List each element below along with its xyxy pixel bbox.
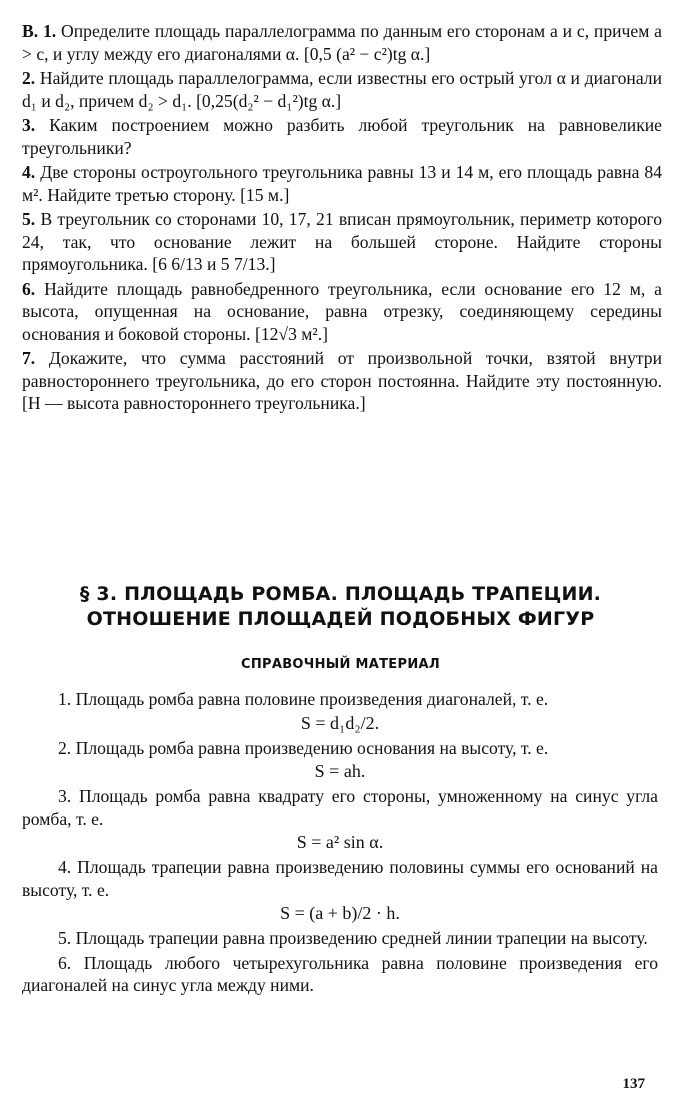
reference-number: 4.	[58, 857, 72, 877]
problem-text: Найдите площадь равнобедренного треугольника, если основание его 12 м, а высота, опущенная на основание, равна отрезку, соединяющему середины основания и боковой стороны.	[22, 278, 662, 344]
reference-number: 1.	[58, 689, 72, 709]
problem-text: Определите площадь параллелограмма по данным его сторонам a и c, причем a > c, и углу между его диагоналями α.	[22, 21, 662, 64]
reference-subheading: СПРАВОЧНЫЙ МАТЕРИАЛ	[241, 657, 440, 672]
problem-section-v	[22, 20, 662, 415]
reference-number: 2.	[58, 737, 72, 758]
problem-number: 4.	[22, 162, 36, 182]
problem-7	[22, 347, 662, 415]
reference-text: Площадь ромба равна квадрату его стороны, умноженному на синус угла ромба, т. е.	[22, 786, 658, 829]
problem-text: Две стороны остроугольного треугольника равны 13 и 14 м, его площадь равна 84 м². Найдите третью сторону.	[22, 162, 662, 205]
reference-text: Площадь ромба равна произведению основания на высоту, т. е.	[75, 737, 549, 758]
reference-number: 3.	[58, 786, 72, 806]
reference-item-6	[22, 952, 658, 997]
problem-answer: [H — высота равностороннего треугольника.]	[22, 393, 366, 413]
reference-item-4	[22, 856, 658, 901]
problem-number: 1.	[42, 21, 57, 41]
reference-text: Площадь трапеции равна произведению средней линии трапеции на высоту.	[75, 928, 648, 948]
problem-number: 6.	[22, 278, 36, 299]
problem-text: Найдите площадь параллелограмма, если известны его острый угол α и диагонали d₁ и d₂, причем d₂ > d₁.	[22, 68, 662, 111]
reference-item-5	[22, 927, 658, 950]
reference-number: 6.	[58, 952, 72, 973]
problem-5	[22, 208, 662, 276]
page-number: 137	[622, 1076, 645, 1092]
section-heading	[0, 582, 681, 632]
reference-material	[22, 688, 658, 997]
reference-item-3	[22, 785, 658, 830]
problem-1	[22, 20, 662, 65]
reference-text: Площадь любого четырехугольника равна половине произведения его диагоналей на синус угла между ними.	[22, 952, 658, 995]
problem-number: 5.	[22, 209, 36, 229]
reference-number: 5.	[58, 928, 72, 948]
section-heading-line-1: § 3. ПЛОЩАДЬ РОМБА. ПЛОЩАДЬ ТРАПЕЦИИ.	[79, 583, 602, 605]
problem-answer: [6 6/13 и 5 7/13.]	[152, 254, 276, 274]
reference-item-1	[22, 688, 658, 711]
problem-answer: [12√3 м².]	[254, 323, 328, 344]
problem-6	[22, 278, 662, 346]
problem-4	[22, 161, 662, 206]
reference-formula-2: S = ah.	[314, 761, 366, 781]
reference-formula-4: S = (a + b)/2 · h.	[280, 903, 400, 923]
problem-answer: [15 м.]	[240, 184, 290, 205]
problem-number: 3.	[22, 115, 36, 135]
problem-answer: [0,5 (a² − c²)tg α.]	[303, 43, 431, 64]
problem-number: 7.	[22, 348, 36, 368]
problem-text: В треугольник со сторонами 10, 17, 21 вписан прямоугольник, периметр которого 24, так, что основание лежит на большей стороне. Найдите стороны прямоугольника.	[22, 209, 662, 274]
problem-3	[22, 114, 662, 159]
problem-answer: [0,25(d₂² − d₁²)tg α.]	[196, 90, 342, 111]
reference-text: Площадь трапеции равна произведению половины суммы его оснований на высоту, т. е.	[22, 857, 658, 900]
section-heading-line-2: ОТНОШЕНИЕ ПЛОЩАДЕЙ ПОДОБНЫХ ФИГУР	[86, 608, 595, 630]
problem-text: Каким построением можно разбить любой треугольник на равновеликие треугольники?	[22, 115, 662, 158]
reference-item-2	[22, 737, 658, 760]
section-label: В.	[22, 21, 39, 41]
problem-2	[22, 67, 662, 112]
reference-formula-1: S = d₁d₂/2.	[300, 712, 380, 733]
problem-number: 2.	[22, 68, 36, 88]
problem-text: Докажите, что сумма расстояний от произвольной точки, взятой внутри равностороннего треугольника, до его сторон постоянна. Найдите эту постоянную.	[22, 348, 662, 391]
reference-text: Площадь ромба равна половине произведения диагоналей, т. е.	[75, 689, 549, 709]
reference-formula-3: S = a² sin α.	[296, 832, 384, 852]
